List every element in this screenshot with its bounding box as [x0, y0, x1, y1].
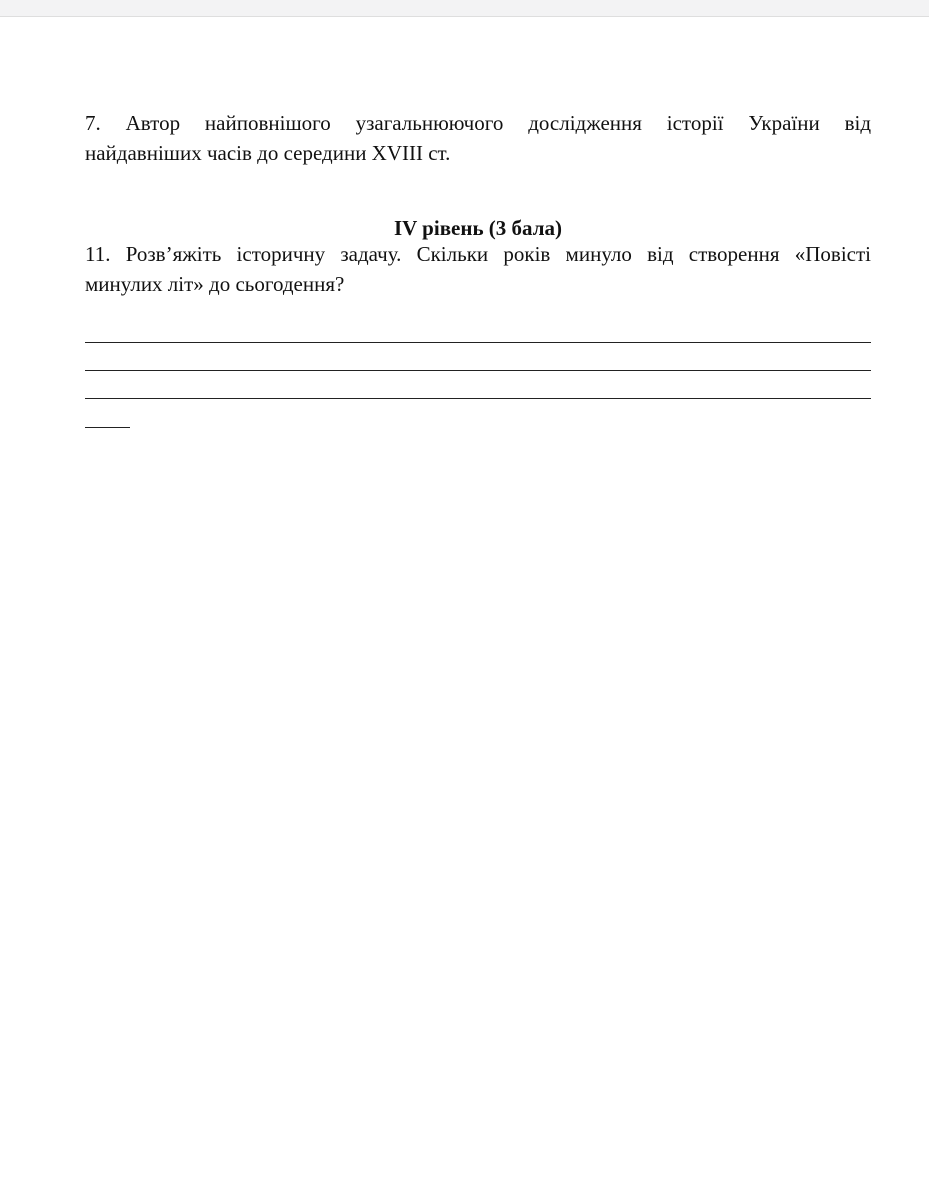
- question-7-line-1: 7. Автор найповнішого узагальнюючого дослідження історії України від: [85, 111, 871, 135]
- question-7-line-2: найдавніших часів до середини XVIII ст.: [85, 141, 451, 165]
- question-11: [85, 239, 871, 299]
- question-7: [85, 108, 871, 168]
- question-11-line-2: минулих літ» до сьогодення?: [85, 272, 345, 296]
- viewer-top-bar: [0, 0, 929, 17]
- document-page: [0, 17, 929, 1177]
- level-4-heading: IV рівень (3 бала): [393, 216, 563, 240]
- answer-line-4: [85, 427, 130, 428]
- answer-line-1: [85, 342, 871, 343]
- answer-line-3: [85, 398, 871, 399]
- answer-line-2: [85, 370, 871, 371]
- question-11-line-1: 11. Розв’яжіть історичну задачу. Скільки років минуло від створення «Повісті: [85, 242, 871, 266]
